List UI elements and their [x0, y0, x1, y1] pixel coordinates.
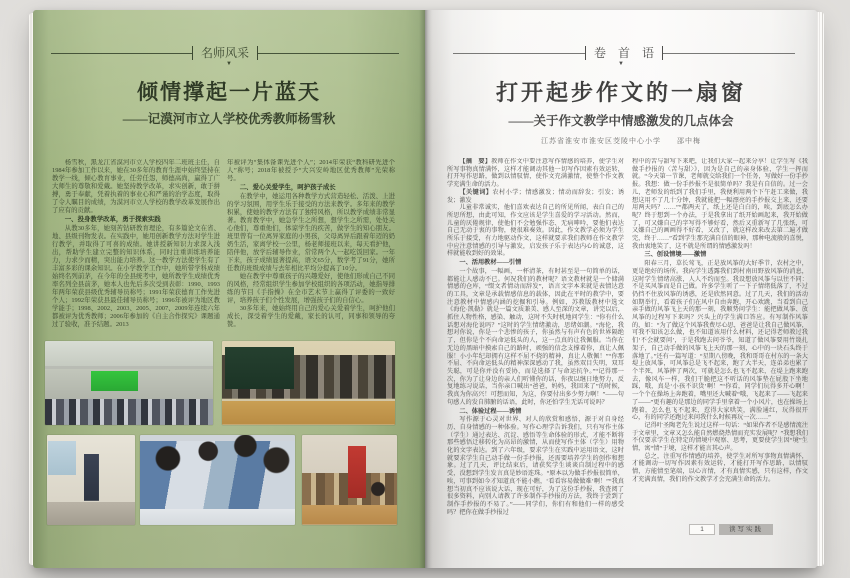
body-paragraph: 在教学中，她运用各种教学方式营造轻松、活泼、上进的学习氛围，用学生乐于接受的方法来教学。多年来的教学积累，使她的教学方法有了独特风格，所以教学成绩非常显著。教育教学中，她急学生之所想，想学生之所需，处处关心他们，尊重他们，体谅学生的疾苦，做学生的知心朋友。班里曾有一位离异家庭的小男孩，父母离异后跟着年迈的奶奶生活，家离学校一公里，杨老师接班以来，每天看护他，陪伴他，放学后辅导作业，常常两个人一起吃饭回家。一年下来，孩子成绩显著提高，语文65分，数学考了91分，她所任教的班级成绩与去年相比平均分提高了10分。: [227, 193, 395, 272]
author-affiliation: 江苏省淮安市淮安区茭陵中心小学 邵中梅: [541, 137, 701, 145]
body-paragraph: 记得叶圣陶老先生说过这样一句话：“如果作者不是感情流注于文章里，文章又怎么能自然燃烧热情而充实发展呢？”我想我们不仅要求学生在特定的情境中观察、思考，更要使学生因“境”生情，寓“情”于境，这样才能言其心声。: [632, 421, 808, 453]
abstract-label: 【摘 要】: [459, 158, 492, 165]
page-footer: [689, 524, 773, 535]
body-paragraph: 一个故事，一幅画，一杯清茶，有时甚至是一句简单的话，都能让人感动不已。何况我们的教材呢？语文教材就是一个储满情感的仓库，“缀文者情动而辞发”，语言文字本来就是表情达意的工具，文章是承载情感信息的载体，因此在平时的教学中，要注意教材中情感内涵的挖掘和引导。例如，苏教版教材中选文《海伦·凯勒》就是一篇文质兼美、感人至深的文章，讲完以后，抓住人物性格，感染、触动，这时不失时机地问学生：“你有什么话想对海伦说吗？”这时的学生情绪激动，思绪如潮。“海伦，我想对你说，你是一个悲惨的孩子，你虽然与有声有色的世界隔绝了，但你是个不向命运低头的人，这一点真的让我佩服。当你在无边的黑暗中摸索自己的路时，顽强的信念支撑着你，真让人佩服！小小年纪却拥有这样不屈不挠的精神，真让人敬佩！”“你那不屈、不向命运低头的精神深深感动了我，虽然双目失明，双耳失聪，可是你并没有妥协，而是选择了与命运抗争。”“记得那一次，你为了让身边的亲人们听懂你的话，你夜以继日地努力，反复地练习说话，当你亲口喊出“爸爸，妈妈，我回来了”的时候，我真为你高兴！可想而知，为这，你要付出多少努力啊！”——句句感人的发自肺腑的话语，此时，你还怕学生无话可说吗？: [447, 267, 624, 406]
section-heading: 一、投身教学改革，勇于探索实践: [64, 216, 161, 223]
left-section-header: [51, 46, 399, 60]
section-heading: 三、创设情境——激情: [644, 251, 707, 259]
photo-classroom-green-screen: [45, 341, 213, 425]
keywords-paragraph: [447, 189, 624, 204]
photo-teacher-tutoring: [302, 435, 397, 525]
abstract-paragraph: [447, 158, 624, 189]
right-article-title: 打开起步作文的一扇窗: [495, 80, 746, 105]
body-paragraph: 儿童非常诚实，他们喜欢表达自己的所见所闻，表白自己的所思所想，由此可知，作文应该是学生喜爱的学习活动。然而，儿童的厌倦规律，使他们不会勉强作态、无病呻吟，要他们表达自己无动于衷的事物，便很难奏效。因此，作文教学必须为学生所乐于接受，有力地驱动作文，这样就要求我们教师在作文教学中应注意情感的引导与激发，启发孩子乐于表达内心的诚意，这样就能收到好的效果。: [447, 204, 624, 258]
keywords-text: 农村小学；情感激发；情动而辞发；引发；诱发；激发: [447, 188, 624, 204]
section-heading: 二、爱心关爱学生，呵护孩子成长: [239, 184, 336, 191]
header-rule-right: [663, 53, 795, 54]
header-rule-left: [453, 53, 585, 54]
body-paragraph: 年被评为“集体备课先进个人”；2014年荣获“教科研先进个人”称号；2018年被授予“大兴安岭地区优秀教师”光荣称号。: [227, 159, 395, 182]
right-article-subtitle: ——关于作文教学中情感激发的几点体会: [508, 114, 734, 128]
body-paragraph: 从教30多年，她刻苦钻研教育理论，有多篇论文在省、地、县级刊物发表。在实践中，她用创新教学方法对学生进行教学，并取得了可喜的成绩。她讲授新知识力求深入浅出，帮助学生建立完整的知识体系，同时注重训练培养能力，力求少而精，突出能力培养。这一教学方法使学生有了丰富多彩的课余知识。在小学教学工作中，她所带学科成绩始终名列前茅，在今年的全县统考中，她所教学生成绩优秀率名列全县前茅，她本人也先后多次受到表彰：1990、1993年两年荣获县级优秀辅导员称号；1991年荣获德育工作先进个人；1992年荣获县最佳辅导员称号；1996年被评为地区教学能手；1998、2002、2003、2005、2007、2009年连续六年都被评为优秀教师；2006年参加的《自主合作探究》课题通过了验收，准予结题。2013: [52, 225, 220, 328]
magazine-name-badge: 读写实践: [719, 524, 773, 535]
body-paragraph: 总之，注重写作情感的培养，使学生对所写事物真情满怀，才能调动一切写作因素有效运转，才能打开写作思路，以情驭情，方能情至笔端，以心言情，才有真情实感，只有这样，作文才充满真情，我们的作文教学才会充满生命的活力。: [632, 452, 808, 483]
left-article-subtitle: ——记漠河市立人学校优秀教师杨雪秋: [122, 112, 336, 126]
keywords-label: 【关键词】: [459, 188, 493, 196]
left-column-1: [52, 159, 220, 333]
body-paragraph: 她在教学中尊重孩子的兴趣爱好，使他们形成自己不同的风格，经常组织学生参加学校组织的各项活动，她指导排练的节目《手指操》在全市艺术节上赢得了评委的一致好评，培养孩子们个性发展，增强孩子们的自信心。: [227, 273, 395, 304]
body-paragraph: 阳春三月，草长莺飞，正是放风筝的大好季节，农村之中，更是绝好的场所。我向学生透露我们到村南田野放风筝的消息，这时学生情绪高涨，人人不约而至。我设想放风筝与以往不同：不是买风筝而是自己做。许多学生听了一下子情绪低落了，不过仍挡不住放风筝的诱惑，还是欣然同意。过了几天，我们的活动如期举行，看着孩子们在风中自由奔跑、开心欢跳，当看到自己亲手做的风筝飞上天的那一刻，我顺势问学生：能把做风筝、放风筝的过程写下来吗？兴头上的学生满口答应。有写制作风筝的，如：“为了做这个风筝我费尽心思，爸爸是让我自己做风筝，可我不知该怎么做，也不知道该用什么材料，还记得老师教过我们‘不会就要问’，于是我跑去问爷爷，知道了做风筝要用竹篾扎架子，自己动手做的风筝飞上天的那一刻，心中的一块石头终于落地了。”还有一篇写道：“星期八傍晚，我和哥哥在村东的一条大堤上放风筝，可风筝总是飞不起来，跑了大半天，连弟弟也累了个半死，风筝摔了两次，可就是怎么也飞不起来，在堤上跑来跑去，像风车一样，我们干脆把这不听话的风筝垫在屁股下坐地踩，哦，真是‘小孩不识货’啊！”“你看，同学们玩得多开心啊！一个个在操场上奔跑着，嘴里还大喊着“哦，飞起来了——飞起来了——”更有趣的是那边的同学手里拿着一个小风片，也在操场上跑着，怎么也飞不起来，惹得大家哄笑，满脸通红，玩得很开心，有的同学还跑过来问我什么时候再玩一次……”: [632, 260, 808, 422]
section-heading: 一、活用教材——引情: [459, 259, 522, 267]
abstract-text: 教师在作文中要注意写作情感的培养，使学生对所写事物真情满怀，这样才能调动其他一切写作因素有效运转，打开写作思路，做到以情驭情，使作文充满激情，使整个作文教学充满生命的活力。: [447, 158, 624, 189]
photo-teachers-meeting: [222, 341, 395, 425]
page-number: 1: [689, 524, 715, 535]
body-paragraph: 程中的苦与甜写下来吧，让我们大家一起来分享！让学生写《我做手抄报的〈苦与甜〉》，因为是自己的亲身体验，学生一挥而就。“今天第一节课，老师就交给我们一个任务，写做好一份手抄报。我想：做一份手抄报不是很简单吗？我是有自信的。过一会儿，老师发的纸到了我们手里，我便利用两个下午赶工来做，我想这用不了几十分钟，我就能把一幅漂亮的手抄报交上来，还要用两天吗？……”“都两天了，纸上还是白白的，唉，到底怎么办呢？终于想到一个办法，于是我拿出了纸开始画起来，我开始做了，可又嫌自己的字写得不够好看，然后又重新写了几张纸，可又嫌自己的画画得不好看，又改了，就这样改来改去第二遍才做完，终于……”看到学生那充满自信的眼神，那种电流般的喜悦，我由衷地笑了，这不就是所谓的情感激发吗！: [632, 158, 808, 250]
section-tag-label: 名师风采: [192, 46, 258, 60]
body-paragraph: 30多年来，她始终用自己的爱心关爱着学生，呵护他们成长，深受着学生的爱戴，家长的认可，同事和领导的夸赞。: [227, 305, 395, 328]
section-tag-label: 卷 首 语: [585, 46, 663, 60]
triangle-marker-icon: ▼: [226, 61, 232, 67]
left-column-2: [227, 159, 395, 333]
open-magazine: [33, 10, 817, 568]
photo-teacher-standing: [47, 435, 135, 525]
header-rule-right: [258, 53, 399, 54]
photo-students-reading: [140, 435, 295, 525]
right-section-header: [453, 46, 795, 60]
header-rule-left: [51, 53, 192, 54]
section-heading: 二、体验过程——诱情: [459, 407, 522, 415]
right-page: [425, 10, 817, 568]
left-article-title: 倾情撑起一片蓝天: [137, 80, 321, 104]
right-column-2: [632, 158, 808, 530]
body-paragraph: 杨雪秋，黑龙江省漠河市立人学校四年二班班主任，自1984年参加工作以来，她在30多年的教育生涯中始终坚持在教学一线，倾心教育事业，任劳任怨，师德高尚，赢得了广大师生的尊敬和爱戴。她坚持教学改革，求实创新，敢于拼搏，勇于奉献，凭着执着的事业心和严谨的治学态度，取得了令人瞩目的成绩，为漠河市立人学校的教学改革发展作出了应有的贡献。: [52, 159, 220, 214]
body-paragraph: 写作源于心灵对世界、对人的欣赏和感悟，源于对自身经历、自身情感的一种体验。写作心理学告诉我们，只有写作主体（学生）通过表达、沉淀、感悟等生命体验的形式，才能不断将那些感悟迁移转化为高昂的激情，从而使写作主体（学生）用物化的文字表达。到了六年级，要求学生在实践中运用语文，这时就要求学生自己动手做一份手抄报，还需要培养学生的创作和想象。过了几天，评比结束后，请获奖学生谈谈自制过程中的感受，没想到学生发言真是妙语连珠。“原本以为做手抄报很简单，唉，可事到如今才知道真不能小瞧，‘看看容易做做难’啊！”“我真想当初真不应该说大话，现在可好，为了这份手抄报，我查阅了很多资料，向别人请教了许多制作手抄报的方法，我终于尝到了制作手抄报的不易了。”——同学们，你们有和他们一样的感受吗？把你在做手抄报过: [447, 416, 624, 516]
right-column-1: [447, 158, 624, 530]
left-page: [33, 10, 425, 568]
triangle-marker-icon: ▼: [618, 61, 624, 67]
